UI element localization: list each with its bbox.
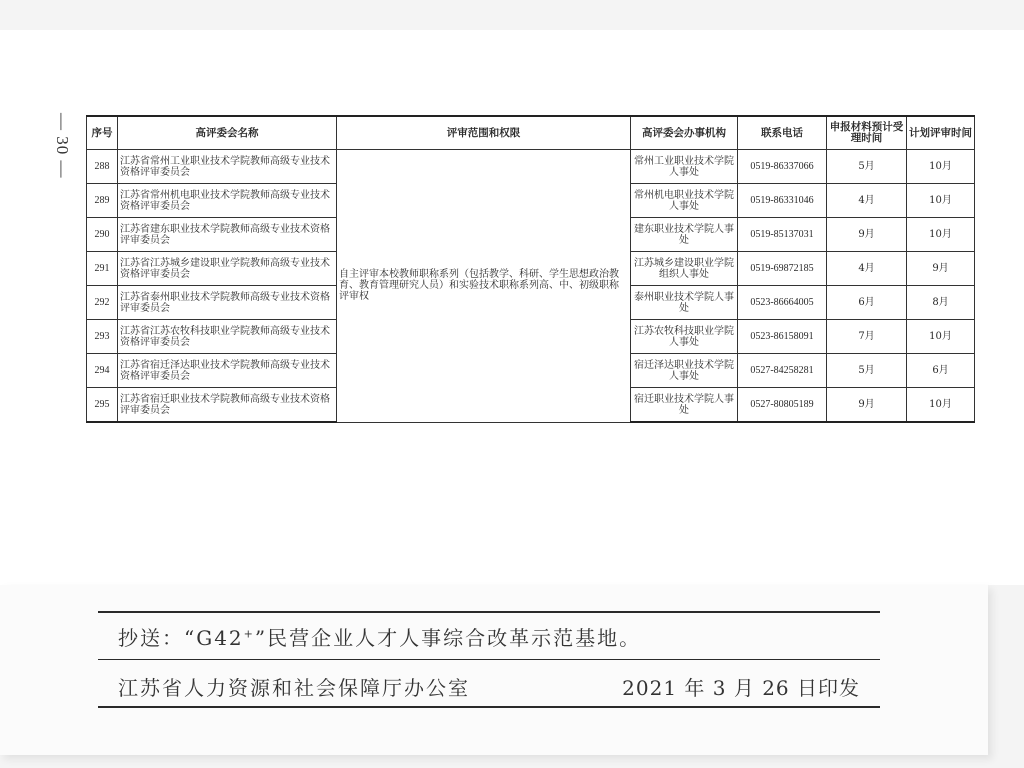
header-scope: 评审范围和权限 <box>337 116 631 150</box>
row-review-time: 10月 <box>907 150 975 184</box>
row-committee-name: 江苏省江苏农牧科技职业学院教师高级专业技术资格评审委员会 <box>118 320 337 354</box>
row-index: 292 <box>87 286 118 320</box>
row-committee-name: 江苏省常州机电职业技术学院教师高级专业技术资格评审委员会 <box>118 184 337 218</box>
row-phone: 0527-84258281 <box>738 354 827 388</box>
table-header-row <box>87 116 975 150</box>
row-accept-time: 5月 <box>827 150 907 184</box>
row-review-time: 8月 <box>907 286 975 320</box>
header-accept-time: 申报材料预计受理时间 <box>827 116 907 150</box>
row-index: 293 <box>87 320 118 354</box>
row-accept-time: 6月 <box>827 286 907 320</box>
row-office: 常州工业职业技术学院人事处 <box>631 150 738 184</box>
row-committee-name: 江苏省宿迁职业技术学院教师高级专业技术资格评审委员会 <box>118 388 337 423</box>
row-review-time: 6月 <box>907 354 975 388</box>
row-office: 江苏农牧科技职业学院人事处 <box>631 320 738 354</box>
header-review-time: 计划评审时间 <box>907 116 975 150</box>
row-phone: 0523-86664005 <box>738 286 827 320</box>
row-index: 291 <box>87 252 118 286</box>
issue-date: 2021 年 3 月 26 日印发 <box>622 676 860 700</box>
row-committee-name: 江苏省宿迁泽达职业技术学院教师高级专业技术资格评审委员会 <box>118 354 337 388</box>
row-phone: 0519-86331046 <box>738 184 827 218</box>
row-committee-name: 江苏省建东职业技术学院教师高级专业技术资格评审委员会 <box>118 218 337 252</box>
divider-bottom <box>98 706 880 708</box>
row-committee-name: 江苏省泰州职业技术学院教师高级专业技术资格评审委员会 <box>118 286 337 320</box>
row-accept-time: 4月 <box>827 184 907 218</box>
divider-top <box>98 611 880 613</box>
row-accept-time: 9月 <box>827 388 907 423</box>
row-index: 289 <box>87 184 118 218</box>
shared-scope-cell: 自主评审本校教师职称系列（包括教学、科研、学生思想政治教育、教育管理研究人员）和实验技术职称系列高、中、初级职称评审权 <box>337 150 631 423</box>
row-phone: 0519-69872185 <box>738 252 827 286</box>
row-review-time: 10月 <box>907 320 975 354</box>
issuing-office: 江苏省人力资源和社会保障厅办公室 <box>118 676 470 700</box>
cc-text-prefix: 抄送：“G42 <box>118 626 244 650</box>
row-phone: 0527-80805189 <box>738 388 827 423</box>
row-index: 295 <box>87 388 118 423</box>
row-review-time: 10月 <box>907 388 975 423</box>
row-index: 290 <box>87 218 118 252</box>
header-committee-name: 高评委会名称 <box>118 116 337 150</box>
page-number: — 30 — <box>53 113 72 179</box>
row-committee-name: 江苏省江苏城乡建设职业学院教师高级专业技术资格评审委员会 <box>118 252 337 286</box>
row-office: 常州机电职业技术学院人事处 <box>631 184 738 218</box>
row-accept-time: 7月 <box>827 320 907 354</box>
row-review-time: 9月 <box>907 252 975 286</box>
row-index: 294 <box>87 354 118 388</box>
row-accept-time: 4月 <box>827 252 907 286</box>
row-office: 宿迁职业技术学院人事处 <box>631 388 738 423</box>
committee-table <box>86 115 975 423</box>
row-accept-time: 5月 <box>827 354 907 388</box>
row-phone: 0523-86158091 <box>738 320 827 354</box>
row-office: 建东职业技术学院人事处 <box>631 218 738 252</box>
row-review-time: 10月 <box>907 218 975 252</box>
row-office: 泰州职业技术学院人事处 <box>631 286 738 320</box>
cc-line <box>118 622 641 651</box>
row-committee-name: 江苏省常州工业职业技术学院教师高级专业技术资格评审委员会 <box>118 150 337 184</box>
row-office: 宿迁泽达职业技术学院人事处 <box>631 354 738 388</box>
divider-middle <box>98 659 880 660</box>
row-phone: 0519-85137031 <box>738 218 827 252</box>
row-accept-time: 9月 <box>827 218 907 252</box>
row-index: 288 <box>87 150 118 184</box>
cc-text-suffix: ”民营企业人才人事综合改革示范基地。 <box>254 626 642 650</box>
cc-superscript: + <box>243 627 255 641</box>
row-phone: 0519-86337066 <box>738 150 827 184</box>
header-index: 序号 <box>87 116 118 150</box>
header-office: 高评委会办事机构 <box>631 116 738 150</box>
row-review-time: 10月 <box>907 184 975 218</box>
header-phone: 联系电话 <box>738 116 827 150</box>
table-row <box>87 150 975 184</box>
row-office: 江苏城乡建设职业学院组织人事处 <box>631 252 738 286</box>
